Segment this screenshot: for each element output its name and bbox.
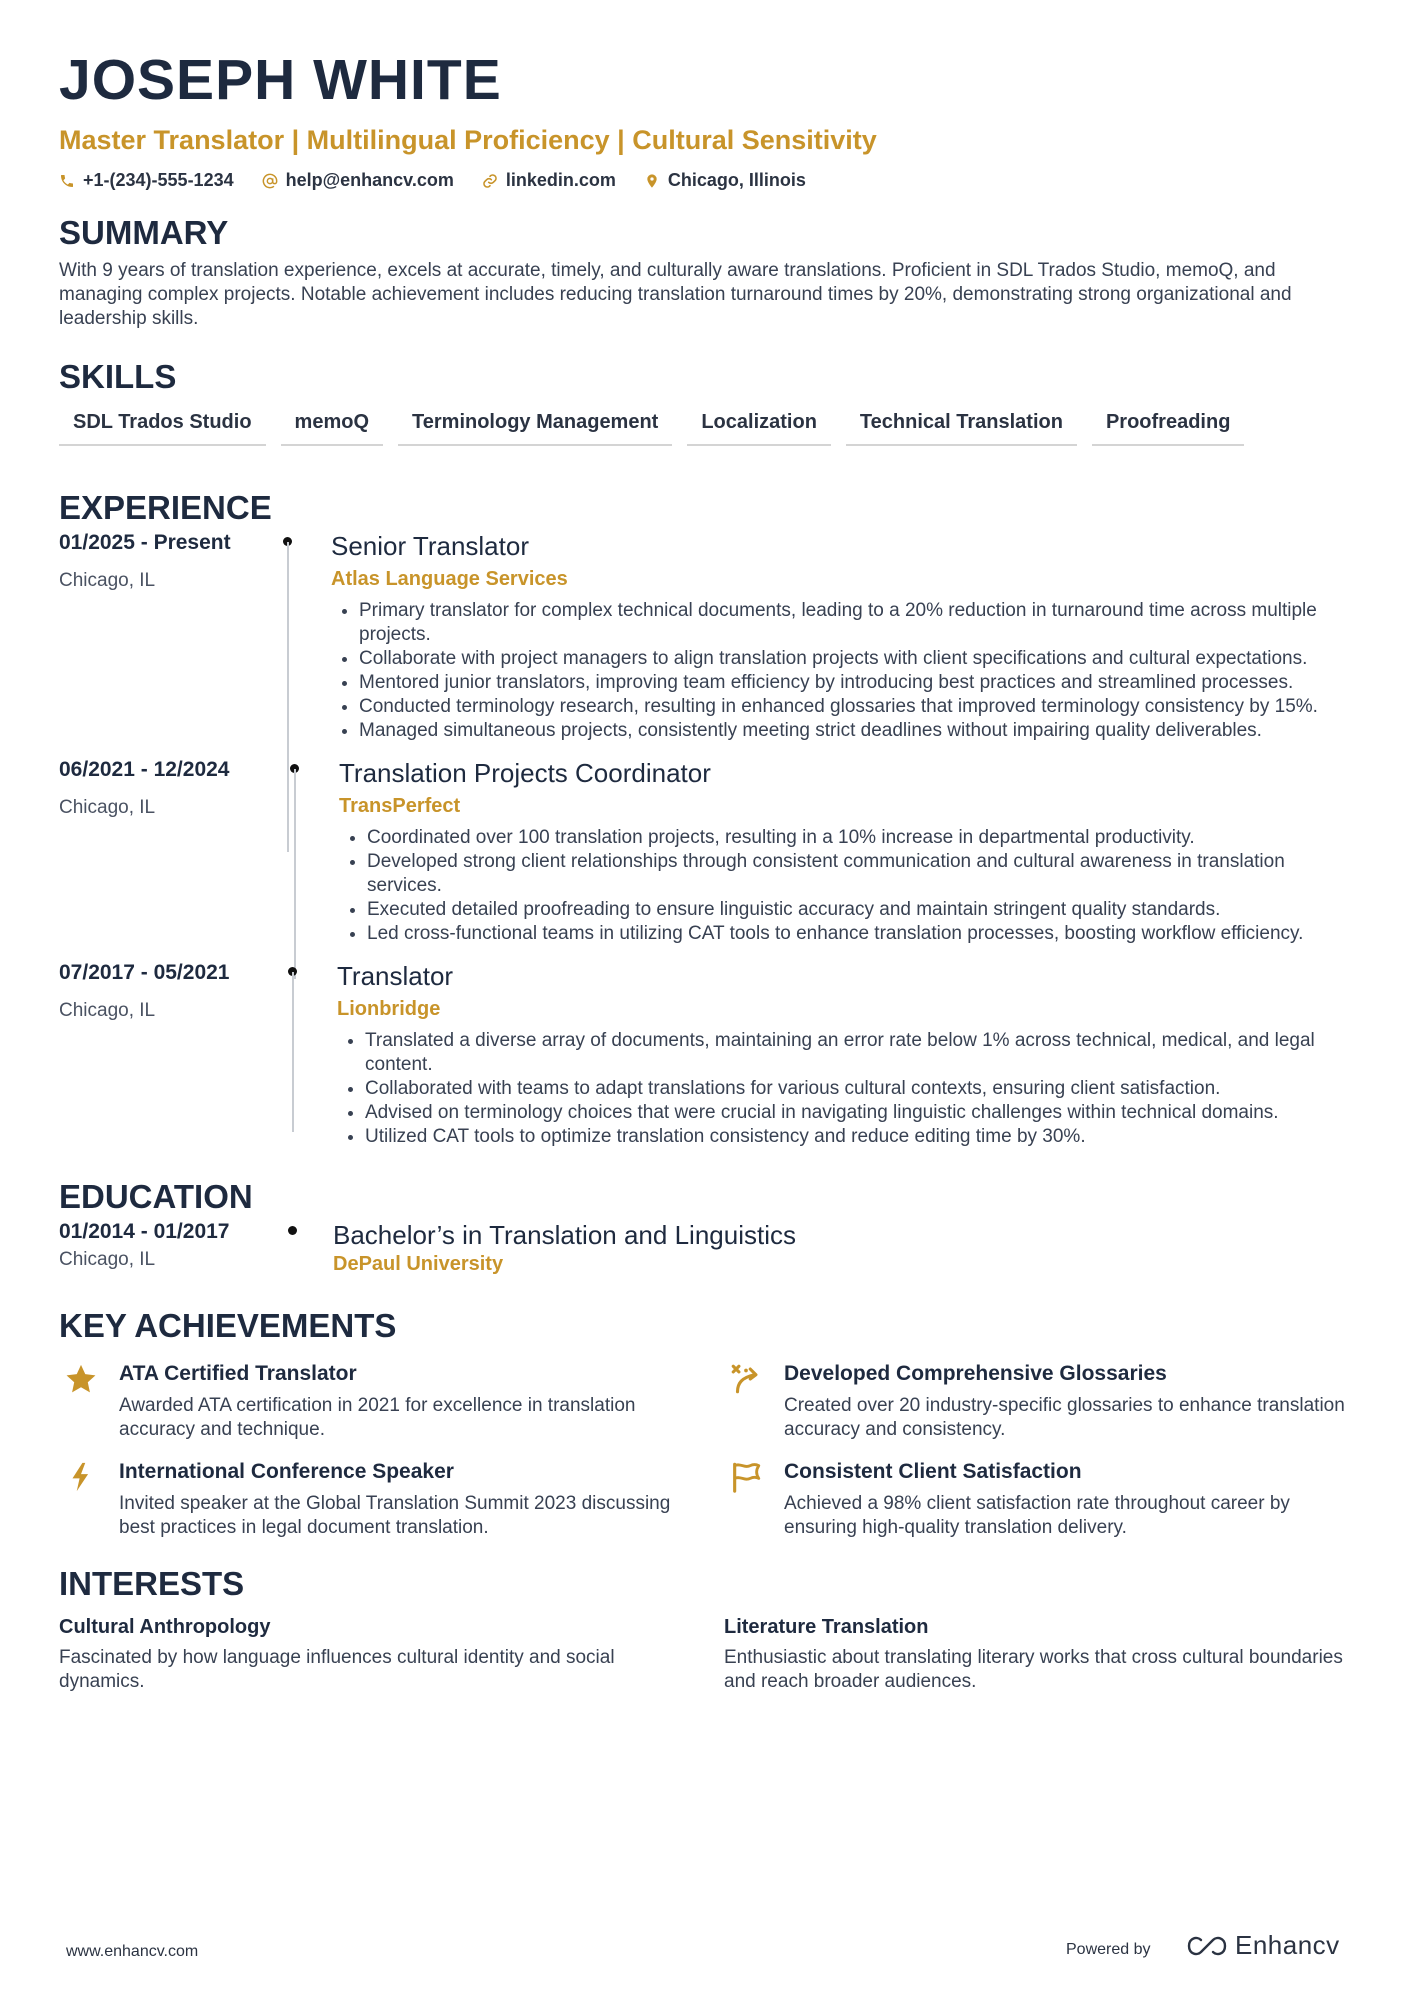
phone-text: +1-(234)-555-1234: [83, 170, 234, 190]
job-bullet: • Coordinated over 100 translation projects, resulting in a 10% increase in departmental productivity.: [367, 826, 1359, 850]
achievements-section: [59, 1306, 1359, 1540]
job-company: Atlas Language Services: [331, 568, 568, 590]
timeline-dot: [288, 1226, 297, 1235]
skill-tag: memoQ: [281, 407, 383, 446]
flag-icon: [729, 1460, 763, 1494]
contact-location: [644, 170, 806, 191]
job-bullet: • Led cross-functional teams in utilizing CAT tools to enhance translation processes, boosting workflow efficiency.: [367, 922, 1359, 946]
job-bullet: • Collaborate with project managers to align translation projects with client specifications and cultural expectations.: [359, 647, 1359, 671]
interests-section: [59, 1564, 1359, 1694]
section-title-achievements: KEY ACHIEVEMENTS: [59, 1307, 397, 1344]
footer-powered-by: Powered by: [1066, 1941, 1151, 1958]
contact-bar: [59, 170, 1359, 191]
interest-item: [724, 1614, 1359, 1694]
job-date: 01/2025 - Present: [59, 531, 231, 554]
skills-list: [59, 407, 1359, 446]
job-bullet: • Executed detailed proofreading to ensure linguistic accuracy and maintain stringent quality standards.: [367, 898, 1359, 922]
education-date: 01/2014 - 01/2017: [59, 1220, 230, 1243]
resume-page: [59, 40, 1359, 1694]
timeline-line: [292, 972, 294, 1132]
interest-title: Cultural Anthropology: [59, 1616, 271, 1638]
job-bullet: • Managed simultaneous projects, consistently meeting strict deadlines without impairing quality deliverables.: [359, 719, 1359, 743]
lightning-icon: [64, 1460, 98, 1494]
education-entry: [59, 1219, 1359, 1276]
star-icon: [64, 1362, 98, 1396]
job-bullets: [337, 1029, 1359, 1149]
contact-phone[interactable]: [59, 170, 234, 191]
achievement-desc: Invited speaker at the Global Translation Summit 2023 discussing best practices in legal document translation.: [119, 1493, 671, 1538]
job-bullet: • Primary translator for complex technical documents, leading to a 20% reduction in turnaround time across multiple projects.: [359, 599, 1359, 647]
education-section: [59, 1177, 1359, 1276]
skill-tag: Localization: [687, 407, 831, 446]
skill-tag: SDL Trados Studio: [59, 407, 266, 446]
job-role: Translator: [337, 961, 454, 991]
achievements-grid: [59, 1360, 1359, 1540]
headline: Master Translator | Multilingual Proficiency | Cultural Sensitivity: [59, 125, 877, 155]
section-title-summary: SUMMARY: [59, 214, 229, 251]
job-bullets: [339, 826, 1359, 946]
interests-grid: [59, 1614, 1359, 1694]
job-bullet: • Mentored junior translators, improving team efficiency by introducing best practices and streamlined processes.: [359, 671, 1359, 695]
job-location: Chicago, IL: [59, 797, 156, 818]
brand-logo[interactable]: [1185, 1930, 1340, 1961]
section-title-experience: EXPERIENCE: [59, 489, 272, 526]
job-bullet: • Advised on terminology choices that were crucial in navigating linguistic challenges within technical domains.: [365, 1101, 1359, 1125]
at-icon: [262, 173, 278, 189]
achievement-desc: Awarded ATA certification in 2021 for excellence in translation accuracy and technique.: [119, 1395, 636, 1440]
summary-section: [59, 213, 1359, 331]
map-pin-icon: [644, 173, 660, 189]
achievement-title: International Conference Speaker: [119, 1460, 454, 1483]
timeline-line: [294, 769, 296, 979]
candidate-name: JOSEPH WHITE: [59, 48, 502, 112]
job-bullet: • Developed strong client relationships through consistent communication and cultural awareness in translation services.: [367, 850, 1359, 898]
summary-text: With 9 years of translation experience, excels at accurate, timely, and culturally aware translations. Proficient in SDL Trados Studio, memoQ, and managing complex projects. Notable achievement includes reducing translation turnaround times by 20%, demonstrating strong organizational and leadership skills.: [59, 260, 1292, 329]
section-title-education: EDUCATION: [59, 1178, 253, 1215]
contact-email[interactable]: [262, 170, 454, 191]
skills-section: [59, 357, 1359, 446]
education-degree: Bachelor’s in Translation and Linguistics: [333, 1220, 796, 1250]
section-title-interests: INTERESTS: [59, 1565, 245, 1602]
achievement-item: [59, 1360, 724, 1442]
experience-entry: [59, 757, 1359, 946]
job-bullet: • Translated a diverse array of documents, maintaining an error rate below 1% across technical, medical, and legal content.: [365, 1029, 1359, 1077]
interest-title: Literature Translation: [724, 1616, 929, 1638]
achievement-title: Developed Comprehensive Glossaries: [784, 1362, 1167, 1385]
job-role: Senior Translator: [331, 531, 529, 561]
job-role: Translation Projects Coordinator: [339, 758, 711, 788]
enhancv-logo-icon: [1185, 1934, 1229, 1958]
job-location: Chicago, IL: [59, 570, 156, 591]
job-company: Lionbridge: [337, 998, 441, 1020]
achievement-item: [724, 1458, 1359, 1540]
skill-tag: Proofreading: [1092, 407, 1244, 446]
job-bullet: • Conducted terminology research, resulting in enhanced glossaries that improved terminology consistency by 15%.: [359, 695, 1359, 719]
contact-linkedin[interactable]: [482, 170, 616, 191]
experience-entry: [59, 530, 1359, 743]
achievement-title: ATA Certified Translator: [119, 1362, 357, 1385]
skill-tag: Technical Translation: [846, 407, 1077, 446]
linkedin-text: linkedin.com: [505, 170, 616, 190]
location-text: Chicago, Illinois: [667, 170, 806, 190]
achievement-desc: Created over 20 industry-specific glossaries to enhance translation accuracy and consistency.: [784, 1395, 1345, 1440]
achievement-item: [59, 1458, 724, 1540]
job-bullet: • Utilized CAT tools to optimize translation consistency and reduce editing time by 30%.: [365, 1125, 1359, 1149]
interest-desc: Fascinated by how language influences cultural identity and social dynamics.: [59, 1647, 615, 1692]
phone-icon: [59, 173, 75, 189]
email-text: help@enhancv.com: [285, 170, 454, 190]
section-title-skills: SKILLS: [59, 358, 177, 395]
education-school: DePaul University: [333, 1253, 504, 1275]
interest-desc: Enthusiastic about translating literary works that cross cultural boundaries and reach broader audiences.: [724, 1647, 1343, 1692]
interest-item: [59, 1614, 724, 1694]
achievement-desc: Achieved a 98% client satisfaction rate throughout career by ensuring high-quality translation delivery.: [784, 1493, 1290, 1538]
experience-entry: [59, 960, 1359, 1149]
job-bullet: • Collaborated with teams to adapt translations for various cultural contexts, ensuring client satisfaction.: [365, 1077, 1359, 1101]
footer-website[interactable]: www.enhancv.com: [66, 1943, 199, 1960]
route-arrow-icon: [729, 1362, 763, 1396]
brand-name: Enhancv: [1235, 1930, 1340, 1960]
job-date: 06/2021 - 12/2024: [59, 758, 230, 781]
job-date: 07/2017 - 05/2021: [59, 961, 230, 984]
link-icon: [482, 173, 498, 189]
experience-section: [59, 488, 1359, 1149]
education-location: Chicago, IL: [59, 1249, 156, 1270]
skill-tag: Terminology Management: [398, 407, 672, 446]
job-location: Chicago, IL: [59, 1000, 156, 1021]
job-company: TransPerfect: [339, 795, 461, 817]
achievement-title: Consistent Client Satisfaction: [784, 1460, 1082, 1483]
achievement-item: [724, 1360, 1359, 1442]
job-bullets: [331, 599, 1359, 743]
